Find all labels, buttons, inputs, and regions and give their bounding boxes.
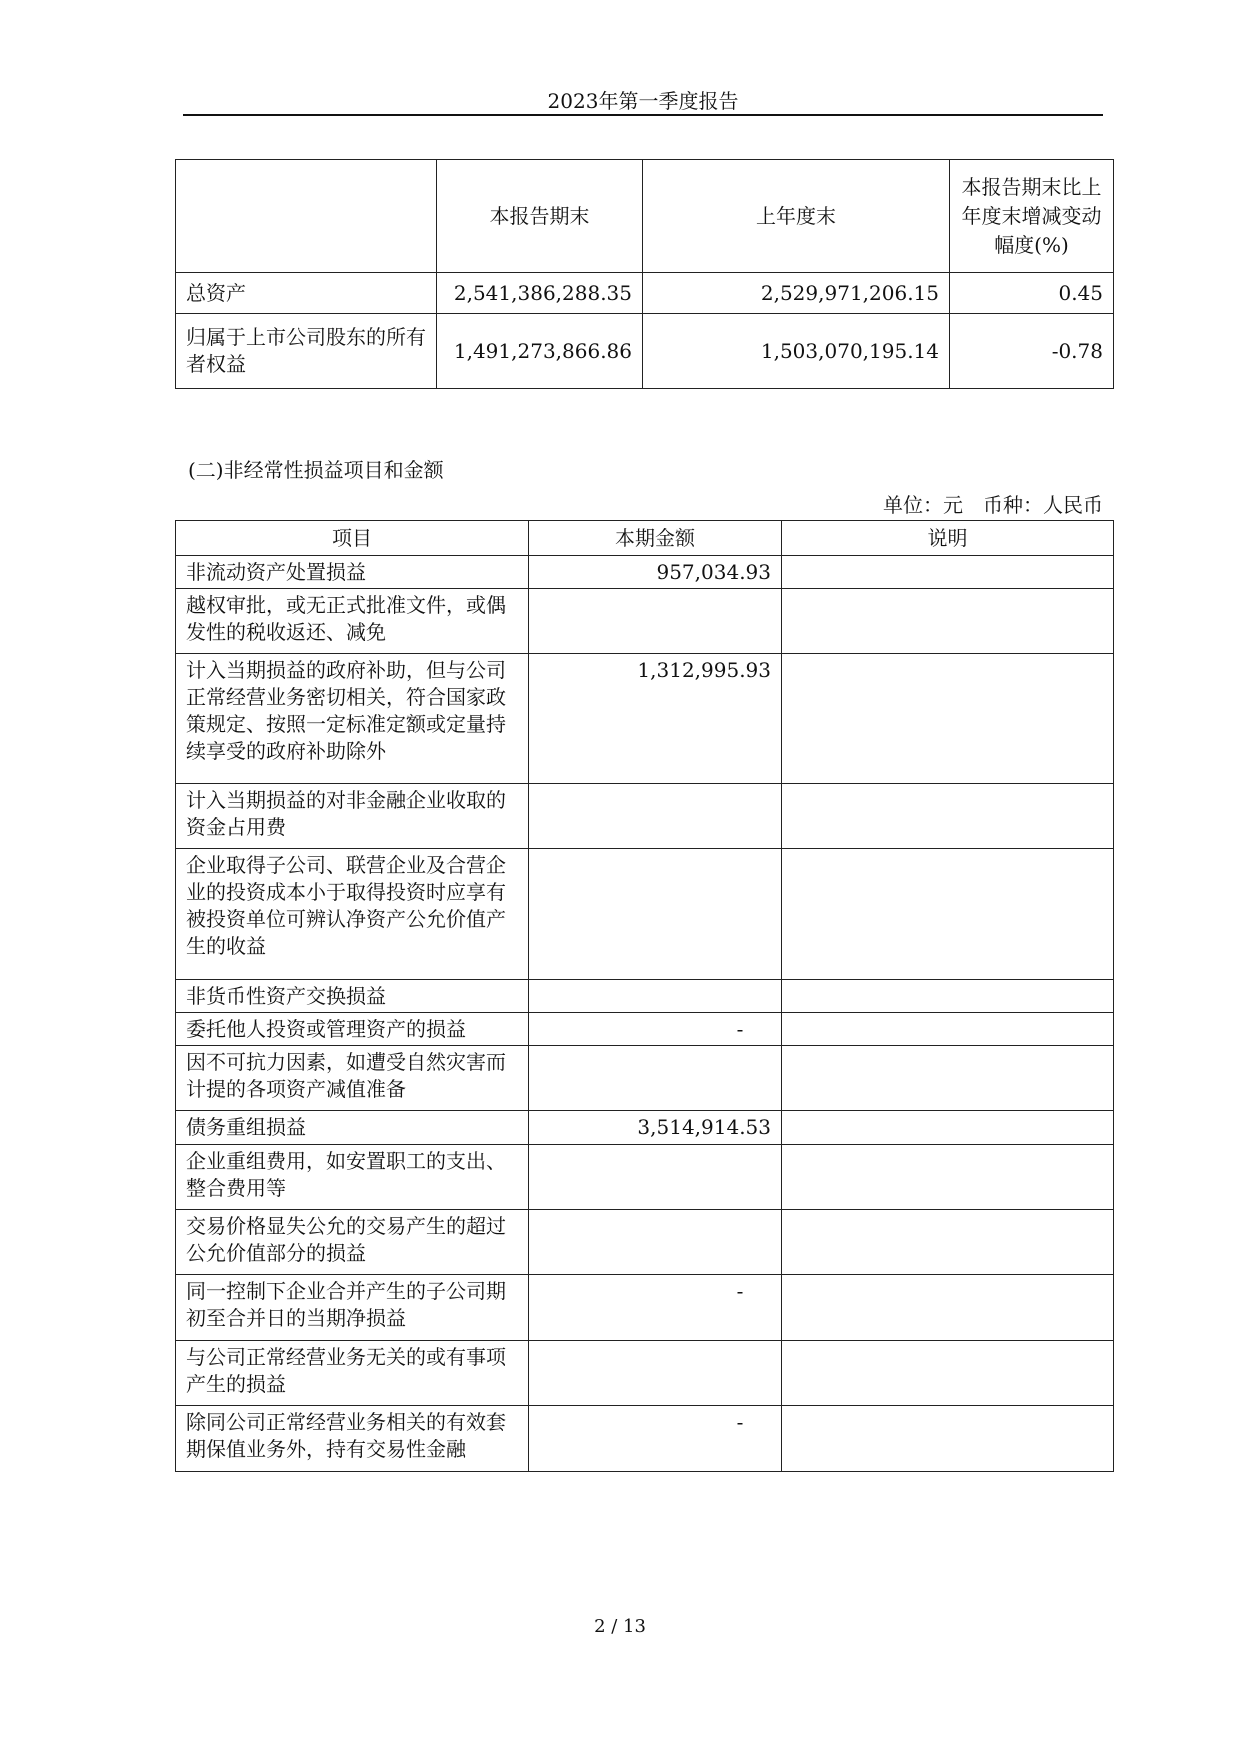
note-value bbox=[782, 589, 1114, 654]
amount-value bbox=[529, 1046, 782, 1111]
note-value bbox=[782, 980, 1114, 1013]
note-value bbox=[782, 784, 1114, 849]
item-label: 交易价格显失公允的交易产生的超过公允价值部分的损益 bbox=[176, 1210, 529, 1275]
amount-value: 957,034.93 bbox=[529, 556, 782, 589]
item-label: 计入当期损益的政府补助，但与公司正常经营业务密切相关，符合国家政策规定、按照一定标准定额或定量持续享受的政府补助除外 bbox=[176, 654, 529, 784]
table-row bbox=[176, 1406, 1114, 1472]
amount-value: - bbox=[529, 1013, 782, 1046]
non-recurring-items-table bbox=[175, 520, 1114, 1472]
table-row bbox=[176, 849, 1114, 980]
note-value bbox=[782, 1341, 1114, 1406]
note-value bbox=[782, 1210, 1114, 1275]
table-row bbox=[176, 273, 1114, 314]
note-value bbox=[782, 1046, 1114, 1111]
note-value bbox=[782, 556, 1114, 589]
page-number: 2 / 13 bbox=[594, 1616, 646, 1637]
item-label: 除同公司正常经营业务相关的有效套期保值业务外，持有交易性金融 bbox=[176, 1406, 529, 1472]
change-value: 0.45 bbox=[950, 273, 1114, 314]
header-rule bbox=[183, 114, 1103, 116]
item-label: 因不可抗力因素，如遭受自然灾害而计提的各项资产减值准备 bbox=[176, 1046, 529, 1111]
note-value bbox=[782, 1145, 1114, 1210]
table-row bbox=[176, 1341, 1114, 1406]
column-header-amount: 本期金额 bbox=[529, 521, 782, 556]
table-row bbox=[176, 784, 1114, 849]
unit-currency-note: 单位：元 币种：人民币 bbox=[883, 493, 1103, 517]
table-row bbox=[176, 1111, 1114, 1145]
amount-value: 1,312,995.93 bbox=[529, 654, 782, 784]
row-label: 归属于上市公司股东的所有者权益 bbox=[176, 314, 437, 389]
note-value bbox=[782, 1111, 1114, 1145]
note-value bbox=[782, 1406, 1114, 1472]
note-value bbox=[782, 849, 1114, 980]
table-row bbox=[176, 1145, 1114, 1210]
item-label: 债务重组损益 bbox=[176, 1111, 529, 1145]
table-row bbox=[176, 556, 1114, 589]
amount-value bbox=[529, 1341, 782, 1406]
item-label: 委托他人投资或管理资产的损益 bbox=[176, 1013, 529, 1046]
prior-value: 2,529,971,206.15 bbox=[643, 273, 950, 314]
item-label: 计入当期损益的对非金融企业收取的资金占用费 bbox=[176, 784, 529, 849]
current-value: 1,491,273,866.86 bbox=[437, 314, 643, 389]
table-row bbox=[176, 654, 1114, 784]
table-row bbox=[176, 1275, 1114, 1341]
amount-value: - bbox=[529, 1275, 782, 1341]
item-label: 企业取得子公司、联营企业及合营企业的投资成本小于取得投资时应享有被投资单位可辨认净资产公允价值产生的收益 bbox=[176, 849, 529, 980]
table-header-row bbox=[176, 160, 1114, 273]
amount-value bbox=[529, 1210, 782, 1275]
column-header-prior-year: 上年度末 bbox=[643, 160, 950, 273]
table-row bbox=[176, 314, 1114, 389]
item-label: 非货币性资产交换损益 bbox=[176, 980, 529, 1013]
change-value: -0.78 bbox=[950, 314, 1114, 389]
page-header: 2023年第一季度报告 bbox=[547, 89, 739, 113]
column-header-current-period: 本报告期末 bbox=[437, 160, 643, 273]
amount-value bbox=[529, 849, 782, 980]
item-label: 企业重组费用，如安置职工的支出、整合费用等 bbox=[176, 1145, 529, 1210]
amount-value bbox=[529, 784, 782, 849]
item-label: 与公司正常经营业务无关的或有事项产生的损益 bbox=[176, 1341, 529, 1406]
item-label: 非流动资产处置损益 bbox=[176, 556, 529, 589]
balance-sheet-table bbox=[175, 159, 1114, 389]
amount-value bbox=[529, 1145, 782, 1210]
current-value: 2,541,386,288.35 bbox=[437, 273, 643, 314]
column-header-item bbox=[176, 160, 437, 273]
amount-value bbox=[529, 589, 782, 654]
note-value bbox=[782, 654, 1114, 784]
table-row bbox=[176, 1210, 1114, 1275]
amount-value bbox=[529, 980, 782, 1013]
table-row bbox=[176, 980, 1114, 1013]
column-header-item: 项目 bbox=[176, 521, 529, 556]
item-label: 同一控制下企业合并产生的子公司期初至合并日的当期净损益 bbox=[176, 1275, 529, 1341]
column-header-note: 说明 bbox=[782, 521, 1114, 556]
amount-value: - bbox=[529, 1406, 782, 1472]
table-header-row bbox=[176, 521, 1114, 556]
column-header-change-pct: 本报告期末比上年度末增减变动幅度(%) bbox=[950, 160, 1114, 273]
table-row bbox=[176, 1046, 1114, 1111]
section-title: (二)非经常性损益项目和金额 bbox=[188, 458, 444, 482]
prior-value: 1,503,070,195.14 bbox=[643, 314, 950, 389]
row-label: 总资产 bbox=[176, 273, 437, 314]
note-value bbox=[782, 1013, 1114, 1046]
table-row bbox=[176, 589, 1114, 654]
item-label: 越权审批，或无正式批准文件，或偶发性的税收返还、减免 bbox=[176, 589, 529, 654]
table-row bbox=[176, 1013, 1114, 1046]
amount-value: 3,514,914.53 bbox=[529, 1111, 782, 1145]
note-value bbox=[782, 1275, 1114, 1341]
